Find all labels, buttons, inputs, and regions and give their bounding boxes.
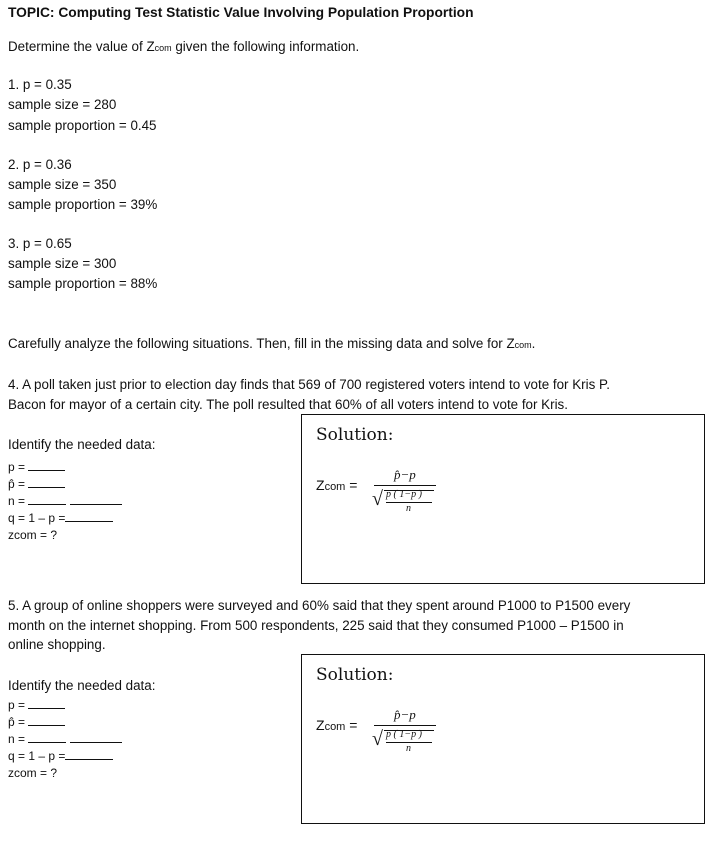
field-p: p = [8, 697, 122, 714]
blank-phat[interactable] [28, 714, 65, 726]
problem-3-proportion: sample proportion = 88% [8, 276, 158, 291]
zcom-label: Zcom = [316, 477, 358, 493]
radical-sign: √ [372, 728, 383, 750]
field-q: q = 1 – p = [8, 510, 122, 527]
formula-5 [372, 707, 442, 755]
identify-heading-4: Identify the needed data: [8, 437, 156, 452]
blank-n-1[interactable] [28, 731, 66, 743]
problem-2-size: sample size = 350 [8, 177, 117, 192]
fraction-bar [374, 485, 436, 486]
blank-n-2[interactable] [70, 493, 122, 505]
field-p: p = [8, 459, 122, 476]
inner-numerator: p ( 1−p ) [386, 489, 422, 500]
field-n: n = [8, 731, 122, 748]
problem-4-line-2: Bacon for mayor of a certain city. The poll resulted that 60% of all voters intend to vote for Kris. [8, 397, 568, 412]
blank-q[interactable] [65, 748, 113, 760]
blank-phat[interactable] [28, 476, 65, 488]
problem-4-line-1: 4. A poll taken just prior to election day finds that 569 of 700 registered voters intend to vote for Kris P. [8, 377, 610, 392]
problem-3-p: 3. p = 0.65 [8, 236, 72, 251]
identify-heading-5: Identify the needed data: [8, 678, 156, 693]
field-n: n = [8, 493, 122, 510]
section-2-sub: com [514, 340, 532, 350]
problem-2-proportion: sample proportion = 39% [8, 197, 158, 212]
instructions-sub: com [154, 43, 172, 53]
problem-1-proportion: sample proportion = 0.45 [8, 118, 157, 133]
numerator: p̂−p [394, 467, 416, 482]
instructions [8, 37, 359, 58]
fraction-bar [374, 725, 436, 726]
field-phat: p̂ = [8, 476, 122, 493]
field-q: q = 1 – p = [8, 748, 122, 765]
problem-3-size: sample size = 300 [8, 256, 117, 271]
instructions-text: Determine the value of Z [8, 39, 155, 54]
inner-denominator: n [406, 743, 411, 754]
field-zcom: zcom = ? [8, 528, 58, 542]
problem-5-line-1: 5. A group of online shoppers were surveyed and 60% said that they spent around P1000 to P1500 every [8, 598, 631, 613]
field-phat: p̂ = [8, 714, 122, 731]
identify-list-4 [8, 459, 122, 544]
problem-5-line-2: month on the internet shopping. From 500 respondents, 225 said that they consumed P1000 – P1500 in [8, 618, 624, 633]
solution-box-4 [301, 414, 705, 584]
blank-p[interactable] [28, 697, 65, 709]
solution-title: Solution: [316, 665, 394, 685]
problem-1-p: 1. p = 0.35 [8, 77, 72, 92]
section-2-end: . [531, 336, 536, 351]
radical-sign: √ [372, 488, 383, 510]
blank-n-1[interactable] [28, 493, 66, 505]
problem-2-p: 2. p = 0.36 [8, 157, 72, 172]
section-2-text: Carefully analyze the following situations. Then, fill in the missing data and solve for Z [8, 336, 515, 351]
topic-heading: TOPIC: Computing Test Statistic Value Involving Population Proportion [8, 5, 474, 20]
instructions-end: given the following information. [171, 39, 360, 54]
blank-p[interactable] [28, 459, 65, 471]
blank-n-2[interactable] [70, 731, 122, 743]
inner-numerator: p ( 1−p ) [386, 729, 422, 740]
field-zcom: zcom = ? [8, 766, 58, 780]
problem-5-line-3: online shopping. [8, 637, 106, 652]
section-2-instructions [8, 334, 535, 355]
identify-list-5 [8, 697, 122, 782]
solution-box-5 [301, 654, 705, 824]
numerator: p̂−p [394, 707, 416, 722]
zcom-label: Zcom = [316, 717, 358, 733]
problem-1-size: sample size = 280 [8, 97, 117, 112]
inner-denominator: n [406, 503, 411, 514]
formula-4 [372, 467, 442, 515]
blank-q[interactable] [65, 510, 113, 522]
solution-title: Solution: [316, 425, 394, 445]
